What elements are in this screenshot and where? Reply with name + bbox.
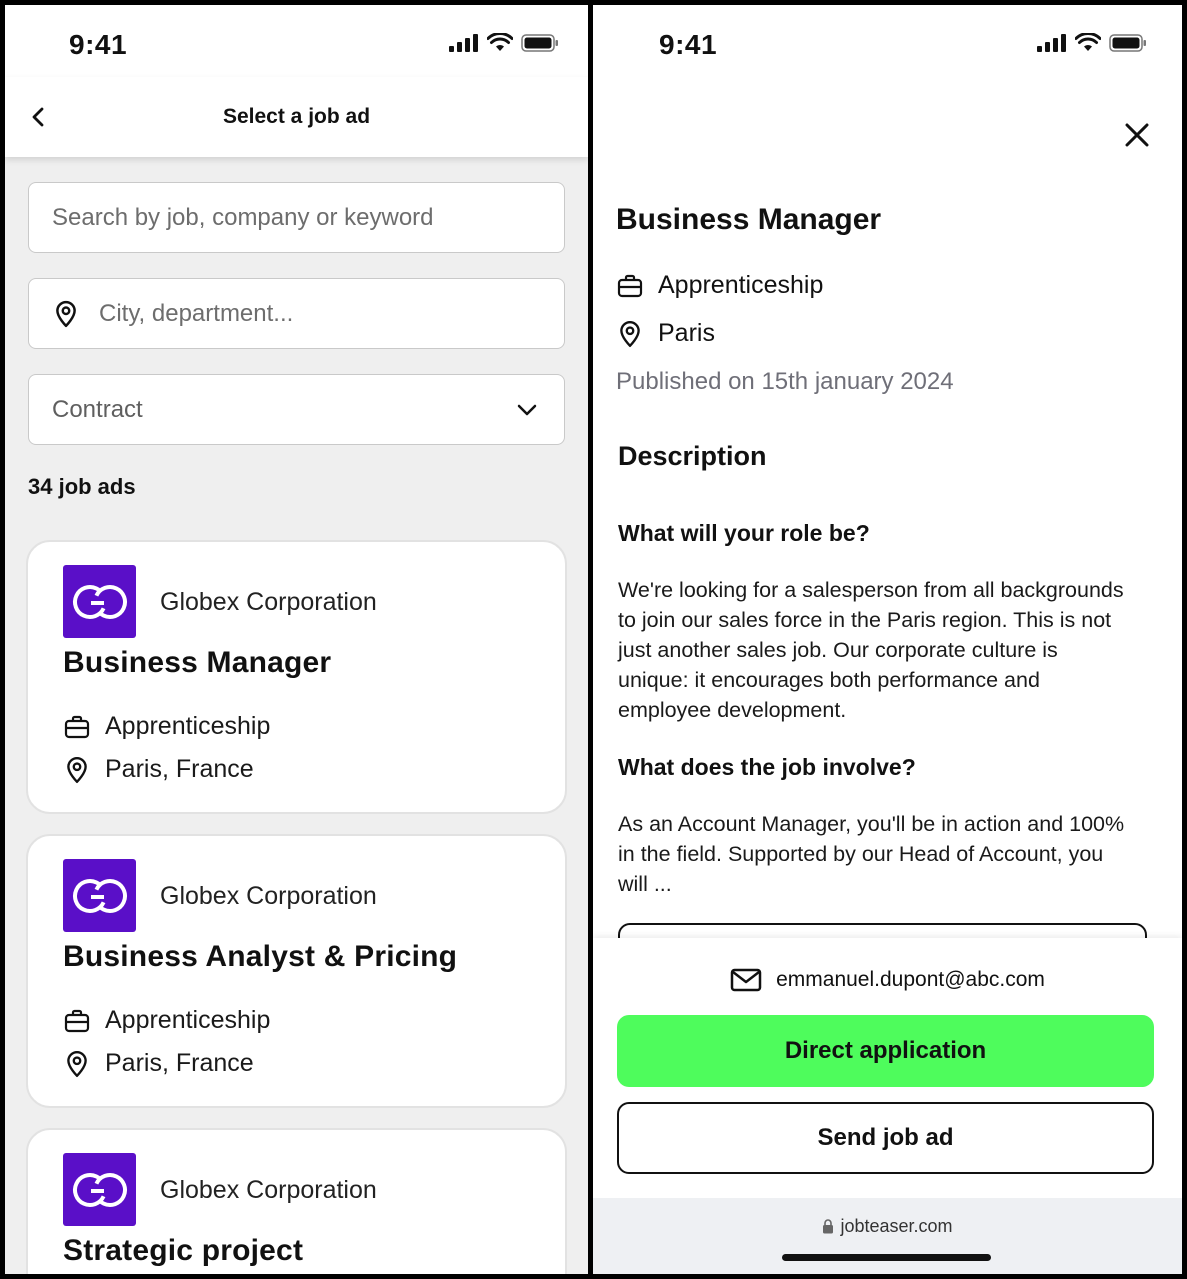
direct-application-button[interactable]: Direct application	[617, 1015, 1154, 1087]
search-field[interactable]	[28, 182, 565, 253]
location-pin-icon	[53, 300, 79, 328]
published-date: Published on 15th january 2024	[616, 368, 954, 395]
section-body: We're looking for a salesperson from all backgrounds to join our sales force in the Paris region. This is not just another sales job. Our corporate culture is unique: it encourages both performance and employee development.	[618, 578, 1124, 722]
contact-email: emmanuel.dupont@abc.com	[776, 968, 1045, 991]
briefcase-icon	[63, 1008, 91, 1034]
mail-icon	[730, 968, 762, 992]
contract-select-label: Contract	[52, 395, 143, 423]
status-time: 9:41	[69, 29, 128, 60]
section-heading: What does the job involve?	[618, 754, 916, 780]
chevron-down-icon	[516, 403, 538, 417]
location-pin-icon	[63, 756, 91, 784]
results-count: 34 job ads	[28, 474, 136, 499]
job-title: Business Manager	[616, 203, 882, 236]
url-field[interactable]	[593, 1216, 1182, 1237]
signal-icon	[1037, 34, 1067, 52]
company-logo	[63, 565, 136, 638]
wifi-icon	[487, 33, 513, 52]
location-field[interactable]	[28, 278, 565, 349]
globex-logo-icon	[69, 1170, 131, 1210]
browser-url-bar	[593, 1198, 1182, 1279]
home-indicator	[782, 1254, 991, 1261]
globex-logo-icon	[69, 876, 131, 916]
battery-icon	[521, 34, 559, 52]
send-job-ad-button[interactable]: Send job ad	[617, 1102, 1154, 1174]
job-card[interactable]	[26, 1128, 567, 1279]
briefcase-icon	[616, 273, 644, 299]
status-time: 9:41	[659, 29, 718, 60]
wifi-icon	[1075, 33, 1101, 52]
company-name: Globex Corporation	[160, 882, 377, 910]
url-text: jobteaser.com	[840, 1216, 953, 1236]
company-name: Globex Corporation	[160, 1176, 377, 1204]
contract-type: Apprenticeship	[105, 1006, 271, 1034]
location-pin-icon	[63, 1050, 91, 1078]
section-heading: What will your role be?	[618, 520, 870, 546]
contract-select[interactable]	[28, 374, 565, 445]
job-card[interactable]	[26, 834, 567, 1108]
job-detail-screen	[590, 0, 1187, 1279]
job-location: Paris, France	[105, 755, 254, 783]
contract-type: Apprenticeship	[658, 271, 824, 299]
signal-icon	[449, 34, 479, 52]
search-input[interactable]	[52, 204, 564, 232]
job-list-screen	[0, 0, 593, 1279]
status-bar	[5, 5, 588, 77]
job-title: Business Manager	[63, 646, 332, 679]
apply-sheet	[593, 938, 1182, 1198]
status-bar	[593, 5, 1182, 77]
page-title: Select a job ad	[222, 105, 371, 128]
company-logo	[63, 1153, 136, 1226]
job-card[interactable]	[26, 540, 567, 814]
job-title: Strategic project	[63, 1234, 304, 1267]
section-body: As an Account Manager, you'll be in action and 100% in the field. Supported by our Head of Account, you will ...	[618, 812, 1125, 896]
location-input[interactable]	[99, 300, 564, 328]
battery-icon	[1109, 34, 1147, 52]
company-logo	[63, 859, 136, 932]
description-heading: Description	[618, 441, 767, 471]
briefcase-icon	[63, 714, 91, 740]
globex-logo-icon	[69, 582, 131, 622]
contract-type: Apprenticeship	[105, 712, 271, 740]
job-title: Business Analyst & Pricing	[63, 940, 458, 973]
job-location: Paris, France	[105, 1049, 254, 1077]
nav-header	[5, 77, 588, 157]
close-icon[interactable]	[1122, 120, 1152, 150]
location-pin-icon	[616, 320, 644, 348]
lock-icon	[822, 1219, 834, 1234]
job-location: Paris	[658, 319, 715, 347]
company-name: Globex Corporation	[160, 588, 377, 616]
